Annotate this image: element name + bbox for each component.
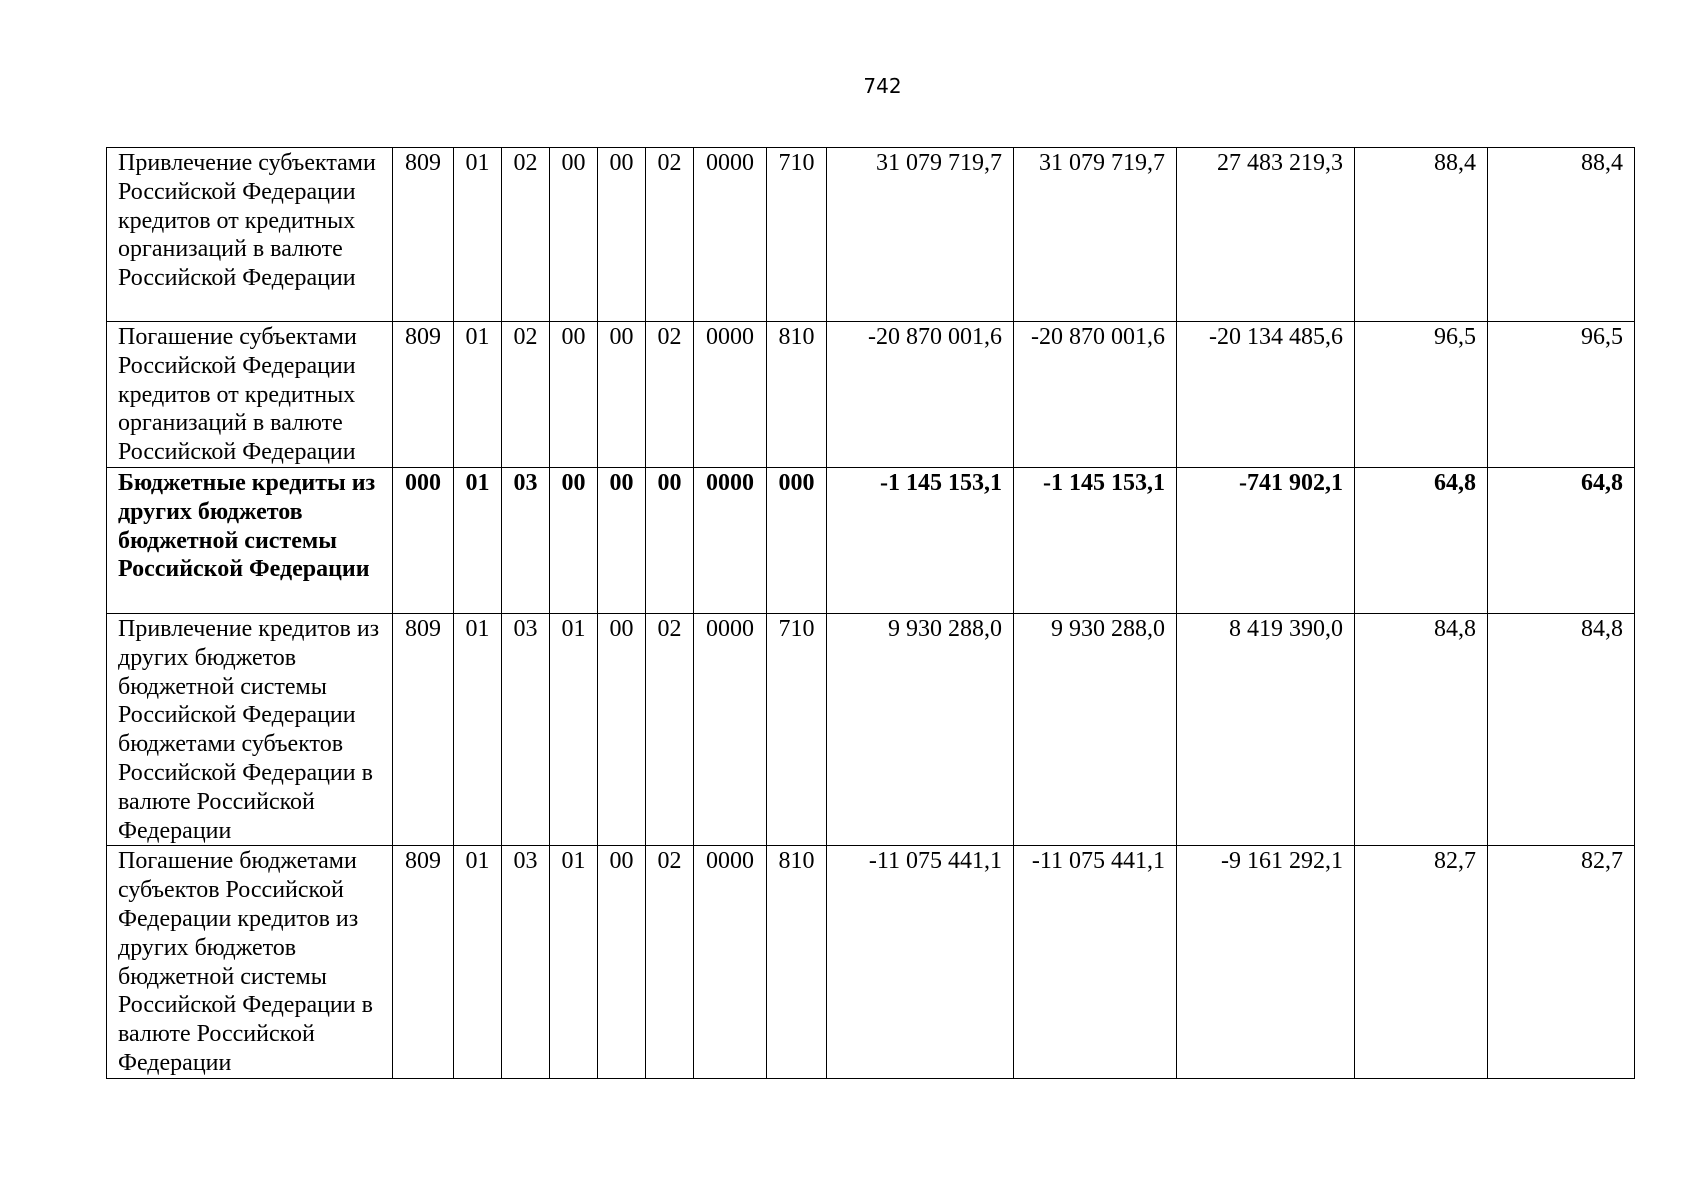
code-kosgu: 710: [767, 614, 827, 846]
page-number: 742: [863, 74, 902, 98]
value-cell: 9 930 288,0: [1014, 614, 1177, 846]
code-kosgu: 710: [767, 148, 827, 322]
code-element: 00: [646, 468, 694, 614]
row-name: Бюджетные кредиты из других бюджетов бюджетной системы Российской Федерации: [107, 468, 393, 614]
code-element: 02: [646, 846, 694, 1078]
code-subgroup: 03: [502, 846, 550, 1078]
row-name: Погашение бюджетами субъектов Российской Федерации кредитов из других бюджетов бюджетной системы Российской Федерации в валюте Российской Федерации: [107, 846, 393, 1078]
table-row: [107, 468, 1635, 614]
percent-cell: 82,7: [1488, 846, 1635, 1078]
code-program: 0000: [694, 614, 767, 846]
table-row: [107, 322, 1635, 468]
code-article: 00: [550, 148, 598, 322]
code-kosgu: 810: [767, 846, 827, 1078]
code-subarticle: 00: [598, 468, 646, 614]
code-admin: 000: [393, 468, 454, 614]
percent-cell: 82,7: [1355, 846, 1488, 1078]
value-cell: 31 079 719,7: [1014, 148, 1177, 322]
code-element: 02: [646, 614, 694, 846]
code-program: 0000: [694, 846, 767, 1078]
code-subarticle: 00: [598, 322, 646, 468]
code-article: 00: [550, 468, 598, 614]
code-subarticle: 00: [598, 614, 646, 846]
percent-cell: 96,5: [1355, 322, 1488, 468]
code-group: 01: [454, 614, 502, 846]
value-cell: -20 870 001,6: [827, 322, 1014, 468]
code-kosgu: 810: [767, 322, 827, 468]
code-subarticle: 00: [598, 846, 646, 1078]
table-row: [107, 148, 1635, 322]
code-group: 01: [454, 468, 502, 614]
code-subgroup: 02: [502, 148, 550, 322]
code-group: 01: [454, 322, 502, 468]
code-subgroup: 02: [502, 322, 550, 468]
code-article: 01: [550, 614, 598, 846]
value-cell: -11 075 441,1: [827, 846, 1014, 1078]
value-cell: -11 075 441,1: [1014, 846, 1177, 1078]
code-element: 02: [646, 148, 694, 322]
code-group: 01: [454, 846, 502, 1078]
code-admin: 809: [393, 846, 454, 1078]
value-cell: 31 079 719,7: [827, 148, 1014, 322]
percent-cell: 64,8: [1488, 468, 1635, 614]
code-admin: 809: [393, 322, 454, 468]
code-article: 00: [550, 322, 598, 468]
code-article: 01: [550, 846, 598, 1078]
value-cell: 9 930 288,0: [827, 614, 1014, 846]
percent-cell: 84,8: [1488, 614, 1635, 846]
code-program: 0000: [694, 322, 767, 468]
code-group: 01: [454, 148, 502, 322]
code-element: 02: [646, 322, 694, 468]
row-name: Погашение субъектами Российской Федерации кредитов от кредитных организаций в валюте Российской Федерации: [107, 322, 393, 468]
table-row: [107, 614, 1635, 846]
code-subgroup: 03: [502, 468, 550, 614]
percent-cell: 84,8: [1355, 614, 1488, 846]
percent-cell: 88,4: [1488, 148, 1635, 322]
value-cell: -9 161 292,1: [1177, 846, 1355, 1078]
code-admin: 809: [393, 148, 454, 322]
table-row: [107, 846, 1635, 1078]
value-cell: -20 134 485,6: [1177, 322, 1355, 468]
code-subarticle: 00: [598, 148, 646, 322]
code-program: 0000: [694, 148, 767, 322]
code-program: 0000: [694, 468, 767, 614]
code-admin: 809: [393, 614, 454, 846]
percent-cell: 88,4: [1355, 148, 1488, 322]
row-name: Привлечение субъектами Российской Федерации кредитов от кредитных организаций в валюте Российской Федерации: [107, 148, 393, 322]
budget-table: [106, 147, 1635, 1079]
table-body: [107, 148, 1635, 1079]
code-kosgu: 000: [767, 468, 827, 614]
value-cell: 8 419 390,0: [1177, 614, 1355, 846]
value-cell: -1 145 153,1: [827, 468, 1014, 614]
code-subgroup: 03: [502, 614, 550, 846]
percent-cell: 96,5: [1488, 322, 1635, 468]
value-cell: -741 902,1: [1177, 468, 1355, 614]
value-cell: -20 870 001,6: [1014, 322, 1177, 468]
percent-cell: 64,8: [1355, 468, 1488, 614]
value-cell: -1 145 153,1: [1014, 468, 1177, 614]
row-name: Привлечение кредитов из других бюджетов бюджетной системы Российской Федерации бюджетами субъектов Российской Федерации в валюте Российской Федерации: [107, 614, 393, 846]
value-cell: 27 483 219,3: [1177, 148, 1355, 322]
